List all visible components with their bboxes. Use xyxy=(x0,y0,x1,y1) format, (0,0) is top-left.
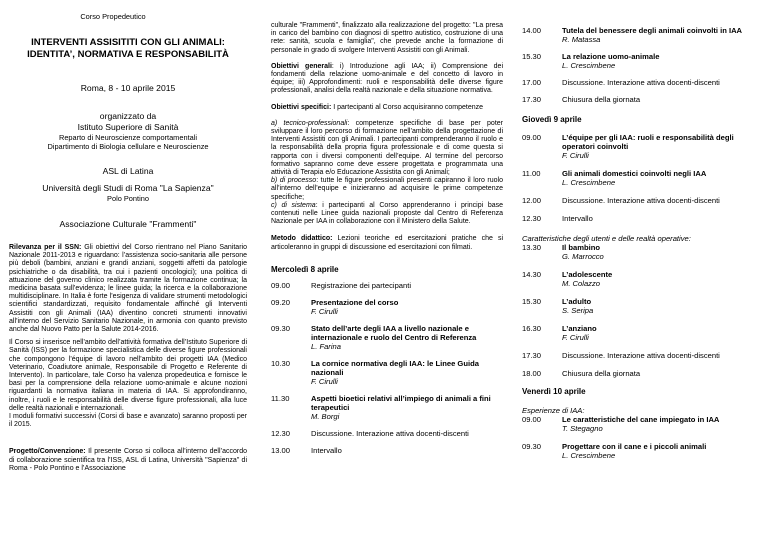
schedule-time: 14.00 xyxy=(522,26,542,35)
column-middle xyxy=(256,0,512,543)
schedule-speaker: L. Farina xyxy=(311,341,341,351)
last-row xyxy=(522,442,762,460)
schedule-title: Intervallo xyxy=(562,214,593,223)
org3-name: Università degli Studi di Roma "La Sapienza" xyxy=(42,183,214,193)
schedule-row xyxy=(271,359,503,394)
schedule-title: Chiusura della giornata xyxy=(562,95,641,104)
objective-b-text: : tutte le figure professionali presenti capiranno il loro ruolo all’interno dell’equipe e inizieranno ad acquisire le prime competenze specifiche; xyxy=(271,177,503,201)
day1-afternoon-schedule xyxy=(522,26,762,112)
schedule-row xyxy=(522,26,762,52)
esperienze-time: 09.00 xyxy=(522,415,542,424)
progetto-text: Il presente Corso si colloca all’interno dell’accordo di collaborazione scientifica tra l’ISS, ASL di Latina, Università "Sapienza" di Roma - Polo Pontino e l’Associazione xyxy=(9,448,247,472)
schedule-time: 14.30 xyxy=(522,270,542,279)
schedule-row xyxy=(522,196,762,214)
obiettivi-specifici-text: I partecipanti al Corso acquisiranno competenze xyxy=(331,103,484,111)
rilevanza-label: Rilevanza per il SSN: xyxy=(9,244,82,251)
metodo-didattico xyxy=(271,235,503,251)
objective-b-label: b) di processo xyxy=(271,177,317,185)
day1-header: Mercoledì 8 aprile xyxy=(271,264,339,274)
schedule-time: 12.30 xyxy=(522,214,542,223)
schedule-time: 11.30 xyxy=(271,393,290,403)
caratteristiche-heading: Caratteristiche degli utenti e delle realtà operative: xyxy=(522,234,691,243)
day2-header: Giovedì 9 aprile xyxy=(522,115,582,124)
objective-c-label: c) di sistema xyxy=(271,201,316,209)
org3-sub: Polo Pontino xyxy=(107,194,149,203)
intro-paragraph: culturale "Frammenti", finalizzato alla realizzazione del progetto: "La presa in carico del bambino con diagnosi di spettro autistico, costruzione di una rete: sanità, scuola e famiglia", che prevede anche la formazione di personale in grado di svolgere Interventi Assistiti con gli Animali. xyxy=(271,22,503,54)
schedule-row xyxy=(522,52,762,78)
schedule-speaker: M. Borgi xyxy=(311,411,340,421)
schedule-title: Discussione. Interazione attiva docenti-discenti xyxy=(562,196,720,205)
schedule-time: 09.30 xyxy=(271,323,291,333)
obiettivi-generali-text: : i) Introduzione agli IAA; ii) Comprensione dei fondamenti della relazione uomo-animale e del concetto di lavoro in équipe; iii) Approfondimenti: ruoli e responsabilità delle diverse figure professionali, analisi della realtà nazionale e della situazione normativa. xyxy=(271,62,504,95)
org1-name: Istituto Superiore di Sanità xyxy=(77,122,179,132)
obiettivi-generali xyxy=(271,63,503,96)
schedule-time: 09.20 xyxy=(271,297,291,307)
schedule-row xyxy=(271,394,503,429)
metodo-label: Metodo didattico: xyxy=(271,235,333,243)
schedule-speaker: M. Colazzo xyxy=(562,279,600,288)
schedule-time: 15.30 xyxy=(522,52,542,61)
org4-name: Associazione Culturale "Frammenti" xyxy=(59,219,197,229)
obiettivi-generali-label: Obiettivi generali xyxy=(271,62,332,70)
schedule-time: 11.00 xyxy=(522,169,541,178)
schedule-row xyxy=(522,78,762,95)
obiettivi-specifici xyxy=(271,104,503,112)
rilevanza-paragraph xyxy=(9,244,247,334)
schedule-row xyxy=(271,429,503,446)
schedule-row xyxy=(271,281,503,298)
org1-sub1: Reparto di Neuroscienze comportamentali xyxy=(58,133,198,142)
schedule-title: L’adulto xyxy=(562,297,592,306)
course-title-line2: IDENTITA’, NORMATIVA E RESPONSABILITÀ xyxy=(27,49,229,60)
schedule-speaker: F. Cirulli xyxy=(311,306,338,316)
date-place: Roma, 8 - 10 aprile 2015 xyxy=(80,83,176,93)
schedule-row xyxy=(271,324,503,359)
org1-sub2: Dipartimento di Biologia cellulare e Neuroscienze xyxy=(47,142,209,151)
schedule-time: 12.30 xyxy=(271,428,291,438)
schedule-time: 18.00 xyxy=(522,369,542,378)
schedule-row xyxy=(271,298,503,324)
schedule-time: 10.30 xyxy=(271,358,291,368)
progetto-label: Progetto/Convenzione: xyxy=(9,448,86,456)
schedule-time: 17.00 xyxy=(522,78,542,87)
schedule-time: 15.30 xyxy=(522,297,542,306)
esperienze-row xyxy=(522,415,762,433)
schedule-title: Aspetti bioetici relativi all’impiego di animali a fini terapeutici xyxy=(311,393,491,412)
course-label: Corso Propedeutico xyxy=(80,12,146,21)
day1-schedule xyxy=(271,281,503,463)
objective-c xyxy=(271,202,503,227)
schedule-title: La relazione uomo-animale xyxy=(562,52,660,61)
objective-c-text: : i partecipanti al Corso apprenderanno i principi base contenuti nelle Linee guida nazionali proposte dal Centro di Referenza Nazionale per IAA in collaborazione con il Ministero della Salute. xyxy=(271,201,504,226)
column-left xyxy=(0,0,256,543)
schedule-time: 09.00 xyxy=(271,280,291,290)
schedule-speaker: L. Crescimbene xyxy=(562,178,616,187)
progetto-paragraph xyxy=(9,448,247,473)
schedule-title: Gli animali domestici coinvolti negli IAA xyxy=(562,169,707,178)
caratteristiche-title: Il bambino xyxy=(562,243,600,252)
esperienze-speaker: T. Stegagno xyxy=(562,424,603,433)
objective-b xyxy=(271,177,503,202)
schedule-title: L’équipe per gli IAA: ruoli e responsabilità degli operatori coinvolti xyxy=(562,133,734,151)
schedule-time: 17.30 xyxy=(522,95,542,104)
esperienze-heading: Esperienze di IAA: xyxy=(522,406,585,415)
schedule-row xyxy=(522,95,762,112)
schedule-row xyxy=(522,214,762,232)
objective-a-label: a) tecnico-professionali xyxy=(271,119,348,127)
schedule-row xyxy=(522,369,762,387)
objective-a-text: : competenze specifiche di base per poter sviluppare il loro percorso di formazione nell’ambito della progettazione di Interventi Assistiti con gli Animali. I partecipanti comprenderanno il ruolo e la responsabilità della propria figura professionale e di come questa si rapporta con i diversi componenti dell’equipe. Al termine del percorso formativo sapranno come deve essere progettata e programmata una attività di Terapia e/o Educazione Assistita con gli Animali; xyxy=(271,119,503,177)
paragraph-3: I moduli formativi successivi (Corsi di base e avanzato) saranno proposti per il 2015. xyxy=(9,413,247,429)
schedule-time: 12.00 xyxy=(522,196,542,205)
schedule-title: Registrazione dei partecipanti xyxy=(311,280,412,290)
schedule-title: Chiusura della giornata xyxy=(562,369,641,378)
schedule-time: 13.00 xyxy=(271,445,291,455)
day2-schedule xyxy=(522,133,762,232)
metodo-text: Lezioni teoriche ed esercitazioni pratiche che si articoleranno in gruppi di discussione ed esercitazioni con filmati. xyxy=(271,235,503,251)
schedule-title: Stato dell’arte degli IAA a livello nazionale e internazionale e ruolo del Centro di Referenza xyxy=(311,323,477,342)
schedule-row xyxy=(522,133,762,169)
schedule-title: La cornice normativa degli IAA: le Linee Guida nazionali xyxy=(311,358,479,377)
organized-by: organizzato da xyxy=(99,111,157,121)
schedule-time: 09.00 xyxy=(522,133,542,142)
schedule-speaker: F. Cirulli xyxy=(311,376,338,386)
schedule-title: Tutela del benessere degli animali coinvolti in IAA xyxy=(562,26,743,35)
objective-a xyxy=(271,120,503,177)
column-right xyxy=(512,0,768,543)
caratteristiche-speaker: G. Marrocco xyxy=(562,252,604,261)
schedule-row xyxy=(522,324,762,351)
schedule-speaker: F. Cirulli xyxy=(562,151,589,160)
schedule-title: Presentazione del corso xyxy=(311,297,399,307)
schedule-speaker: S. Seripa xyxy=(562,306,594,315)
schedule-title: L’anziano xyxy=(562,324,597,333)
schedule-title: Discussione. Interazione attiva docenti-discenti xyxy=(311,428,469,438)
day3-header: Venerdì 10 aprile xyxy=(522,387,586,396)
schedule-speaker: L. Crescimbene xyxy=(562,61,616,70)
course-title-line1: INTERVENTI ASSISITITI CON GLI ANIMALI: xyxy=(31,37,225,48)
schedule-row xyxy=(522,270,762,297)
org2-name: ASL di Latina xyxy=(102,166,154,176)
esperienze-title: Le caratteristiche del cane impiegato in IAA xyxy=(562,415,720,424)
caratteristiche-row xyxy=(522,243,762,261)
schedule-title: Discussione. Interazione attiva docenti-discenti xyxy=(562,78,720,87)
schedule-title: L’adolescente xyxy=(562,270,613,279)
schedule-speaker: F. Cirulli xyxy=(562,333,589,342)
schedule-row xyxy=(271,446,503,463)
rilevanza-text: Gli obiettivi del Corso rientrano nel Piano Sanitario Nazionale 2011-2013 e riguardano: l’assistenza socio-sanitaria alle persone più deboli (bambini, anziani e grandi anziani, soggetti affetti da patologie psichiatriche o da disabilità, tra cui i pazienti oncologici); una politica di attuazione del governo clinico realizzata tramite la formazione continua; la medicina basata sull’evidenza; le linee guida; la ricerca e la collaborazione multidisciplinare. In Italia è forte l’esigenza di validare strumenti metodologici scientifici standardizzati, requisito fondamentale affinché gli Interventi Assistiti con gli Animali (IAA) diventino concreti strumenti innovativi all’interno del Servizio Sanitario Nazionale, in armonia con quanto previsto anche dal Nuovo Patto per la Salute 2014-2016. xyxy=(9,244,247,334)
obiettivi-specifici-label: Obiettivi specifici: xyxy=(271,103,332,111)
schedule-row xyxy=(522,351,762,369)
schedule-row xyxy=(522,169,762,196)
paragraph-2: Il Corso si inserisce nell’ambito dell’attività formativa dell’Istituto Superiore di Sanità (ISS) per la formazione specialistica delle diverse figure professionali che compongono l’équipe di lavoro nell’ambito dei progetti IAA (Medico Veterinario, Coadiutore animale, Responsabile di Progetto e Referente di Intervento). In particolare, tale Corso ha valenza propedeutica e fornisce le basi per la comprensione della relazione uomo-animale e alcune nozioni riguardanti la normativa italiana in materia di IAA. Si approfondiranno, inoltre, i ruoli e le responsabilità delle diverse figure professionali, alla luce delle realtà nazionali e internazionali. xyxy=(9,339,247,412)
last-time: 09.30 xyxy=(522,442,542,451)
schedule-title: Discussione. Interazione attiva docenti-discenti xyxy=(562,351,720,360)
last-title: Progettare con il cane e i piccoli animali xyxy=(562,442,707,451)
schedule-time: 17.30 xyxy=(522,351,542,360)
caratteristiche-time: 13.30 xyxy=(522,243,542,252)
last-speaker: L. Crescimbene xyxy=(562,451,616,460)
schedule-row xyxy=(522,297,762,324)
schedule-title: Intervallo xyxy=(311,445,342,455)
schedule-speaker: R. Matassa xyxy=(562,35,601,44)
day2-afternoon-schedule xyxy=(522,270,762,387)
schedule-time: 16.30 xyxy=(522,324,542,333)
